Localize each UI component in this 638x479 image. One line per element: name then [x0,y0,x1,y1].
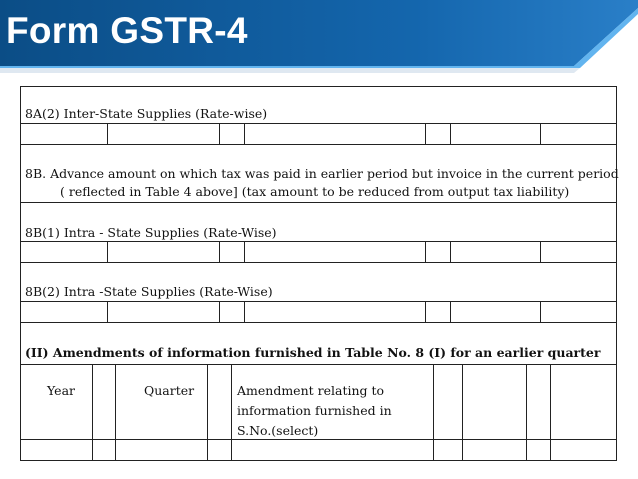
row-8b-label-continued: ( reflected in Table 4 above] (tax amount to be reduced from output tax liability) [60,184,570,199]
row-8b2-label: 8B(2) Intra -State Supplies (Rate-Wise) [25,284,273,299]
row-8b1-label: 8B(1) Intra - State Supplies (Rate-Wise) [25,225,277,240]
column-header-amendment-line2: information furnished in [237,403,392,418]
row-8a2-label: 8A(2) Inter-State Supplies (Rate-wise) [25,106,268,121]
row-8b-label: 8B. Advance amount on which tax was paid in earlier period but invoice in the current period [25,166,619,181]
page-title: Form GSTR-4 [6,10,248,51]
column-header-year: Year [47,383,75,398]
column-header-quarter: Quarter [144,383,195,398]
gstr4-form-table [20,86,617,461]
column-header-amendment-line3: S.No.(select) [237,423,319,438]
title-banner [0,0,638,82]
section-ii-heading: (II) Amendments of information furnished in Table No. 8 (I) for an earlier quarter [25,345,601,360]
column-header-amendment: Amendment relating to [237,383,385,398]
